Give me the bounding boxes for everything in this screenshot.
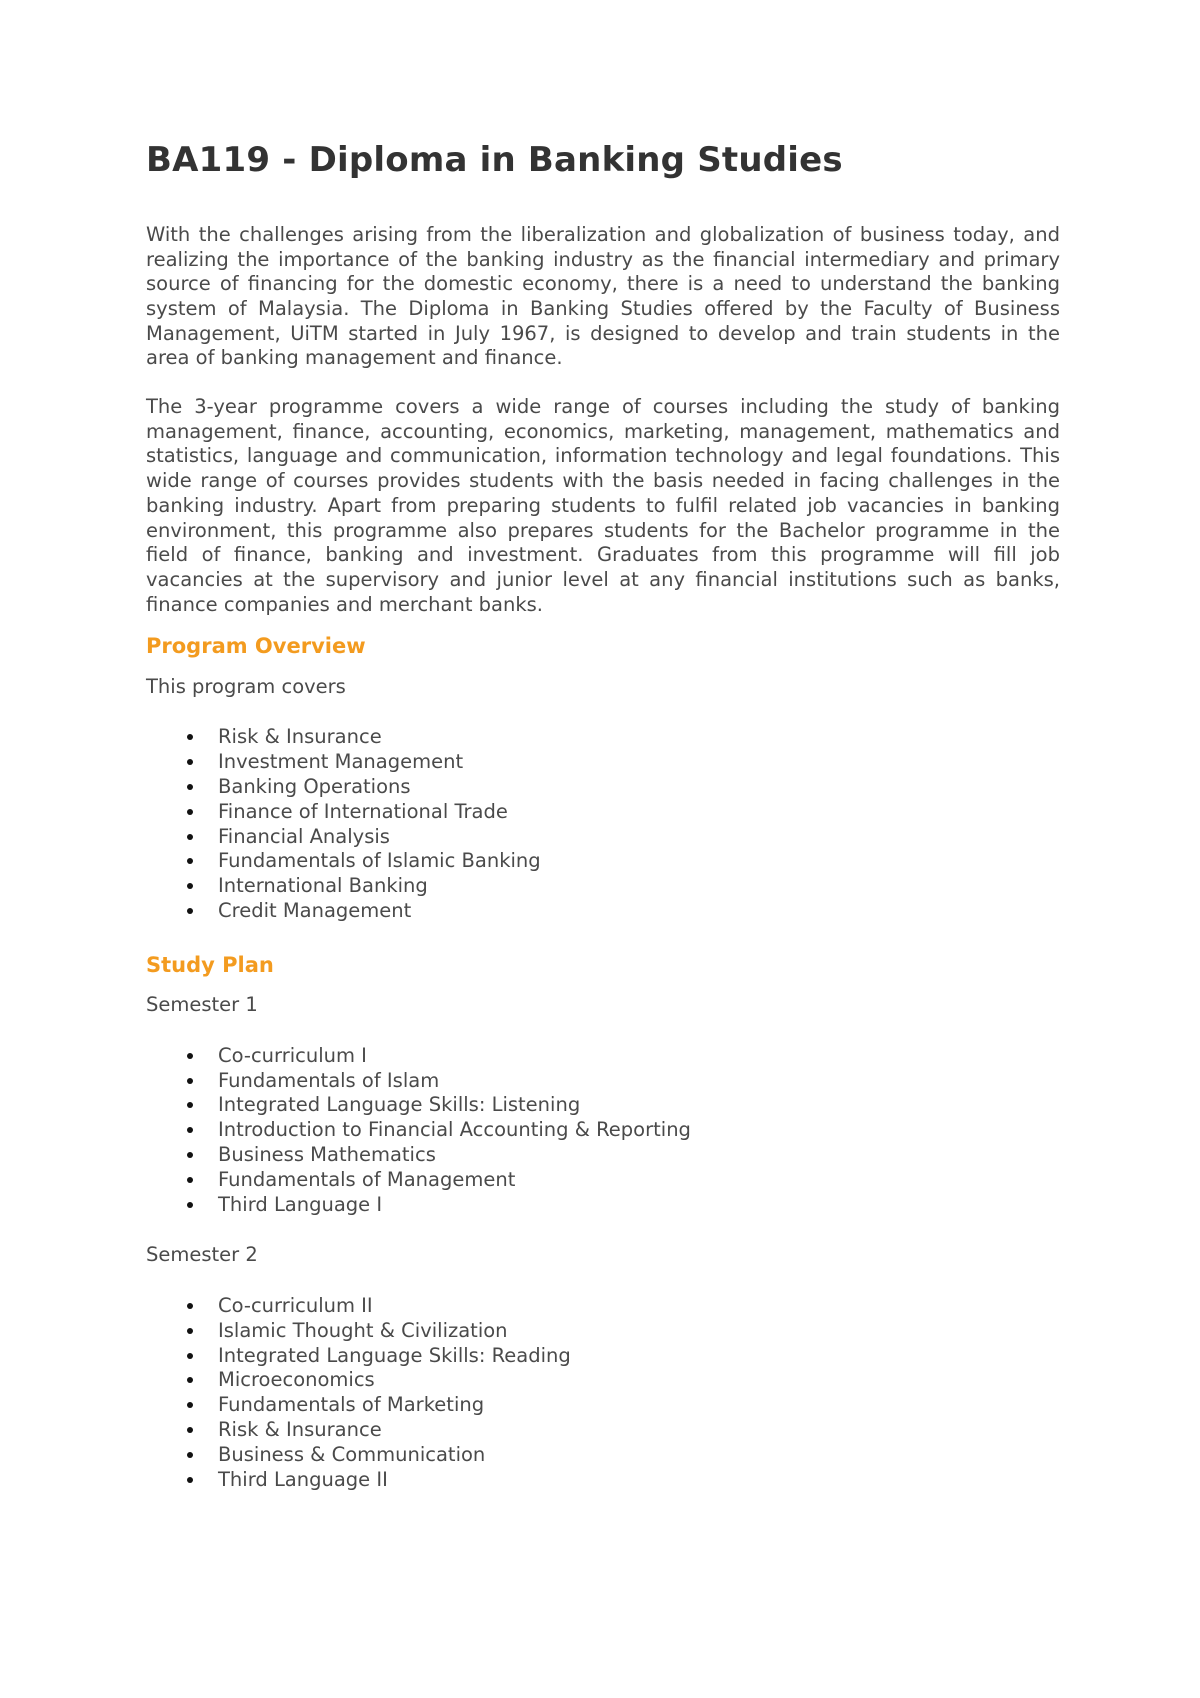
list-item [146,1468,1060,1493]
list-item [146,849,1060,874]
bullet-icon [187,1152,193,1158]
list-item-text: Finance of International Trade [218,799,508,823]
list-item [146,825,1060,850]
bullet-icon [187,1452,193,1458]
list-item-text: Business & Communication [218,1442,486,1466]
list-item [146,1294,1060,1319]
program-overview-intro: This program covers [146,674,346,698]
list-item-text: Introduction to Financial Accounting & Reporting [218,1118,691,1142]
document-page [146,140,1060,1518]
bullet-icon [187,734,193,740]
list-item-text: Microeconomics [218,1368,375,1392]
list-item [146,1044,1060,1069]
bullet-icon [187,834,193,840]
bullet-icon [187,1402,193,1408]
list-item [146,1093,1060,1118]
list-item-text: Co-curriculum I [218,1043,367,1067]
bullet-icon [187,858,193,864]
list-item [146,1393,1060,1418]
bullet-icon [187,1177,193,1183]
bullet-icon [187,1353,193,1359]
list-item-text: Third Language I [218,1192,383,1216]
list-item-text: Co-curriculum II [218,1294,373,1317]
bullet-icon [187,908,193,914]
bullet-icon [187,809,193,815]
bullet-icon [187,1427,193,1433]
list-item [146,1143,1060,1168]
list-item-text: Fundamentals of Marketing [218,1393,485,1417]
bullet-icon [187,1303,193,1309]
bullet-icon [187,1202,193,1208]
list-item [146,899,1060,924]
bullet-icon [187,784,193,790]
bullet-icon [187,1053,193,1059]
list-item [146,1193,1060,1218]
list-item-text: Integrated Language Skills: Listening [218,1093,581,1117]
list-item [146,1319,1060,1344]
bullet-icon [187,1127,193,1133]
list-item [146,725,1060,750]
list-item-text: Financial Analysis [218,824,390,848]
list-item-text: Risk & Insurance [218,725,382,749]
bullet-icon [187,759,193,765]
list-item-text: Fundamentals of Islamic Banking [218,849,541,873]
list-item-text: Third Language II [218,1467,388,1491]
list-item [146,874,1060,899]
list-item-text: Business Mathematics [218,1142,436,1166]
list-item [146,1418,1060,1443]
list-item-text: Credit Management [218,898,412,922]
list-item-text: Fundamentals of Islam [218,1068,440,1092]
programme-paragraph: The 3-year programme covers a wide range of courses including the study of banking management, finance, accounting, economics, marketing, management, mathematics and statistics, language and communication, information technology and legal foundations. This wide range of courses provides students with the basis needed in facing challenges in the banking industry. Apart from preparing students to fulfil related job vacancies in banking environment, this programme also prepares students for the Bachelor programme in the field of finance, banking and investment. Graduates from this programme will fill job vacancies at the supervisory and junior level at any financial institutions such as banks, finance companies and merchant banks. [146,395,1060,616]
program-overview-heading: Program Overview [146,634,366,659]
list-item [146,800,1060,825]
list-item-text: Banking Operations [218,774,411,798]
bullet-icon [187,1328,193,1334]
list-item-text: Risk & Insurance [218,1417,382,1441]
list-item-text: Islamic Thought & Civilization [218,1318,508,1342]
list-item-text: Integrated Language Skills: Reading [218,1343,571,1367]
list-item-text: International Banking [218,874,428,898]
list-item [146,1443,1060,1468]
study-plan-heading: Study Plan [146,952,274,977]
semester-2-course-list [146,1294,1060,1492]
list-item [146,1168,1060,1193]
list-item [146,1069,1060,1094]
list-item-text: Fundamentals of Management [218,1167,516,1191]
semester-1-course-list [146,1044,1060,1218]
bullet-icon [187,883,193,889]
list-item [146,1344,1060,1369]
bullet-icon [187,1477,193,1483]
intro-paragraph: With the challenges arising from the liberalization and globalization of business today, and realizing the importance of the banking industry as the financial intermediary and primary source of financing for the domestic economy, there is a need to understand the banking system of Malaysia. The Diploma in Banking Studies offered by the Faculty of Business Management, UiTM started in July 1967, is designed to develop and train students in the area of banking management and finance. [146,222,1060,370]
list-item [146,750,1060,775]
bullet-icon [187,1377,193,1383]
document-title: BA119 - Diploma in Banking Studies [146,140,843,180]
list-item [146,775,1060,800]
list-item [146,1118,1060,1143]
program-overview-list [146,725,1060,923]
bullet-icon [187,1078,193,1084]
list-item [146,1368,1060,1393]
semester-1-label: Semester 1 [146,993,258,1017]
list-item-text: Investment Management [218,750,464,774]
bullet-icon [187,1102,193,1108]
semester-2-label: Semester 2 [146,1243,258,1267]
